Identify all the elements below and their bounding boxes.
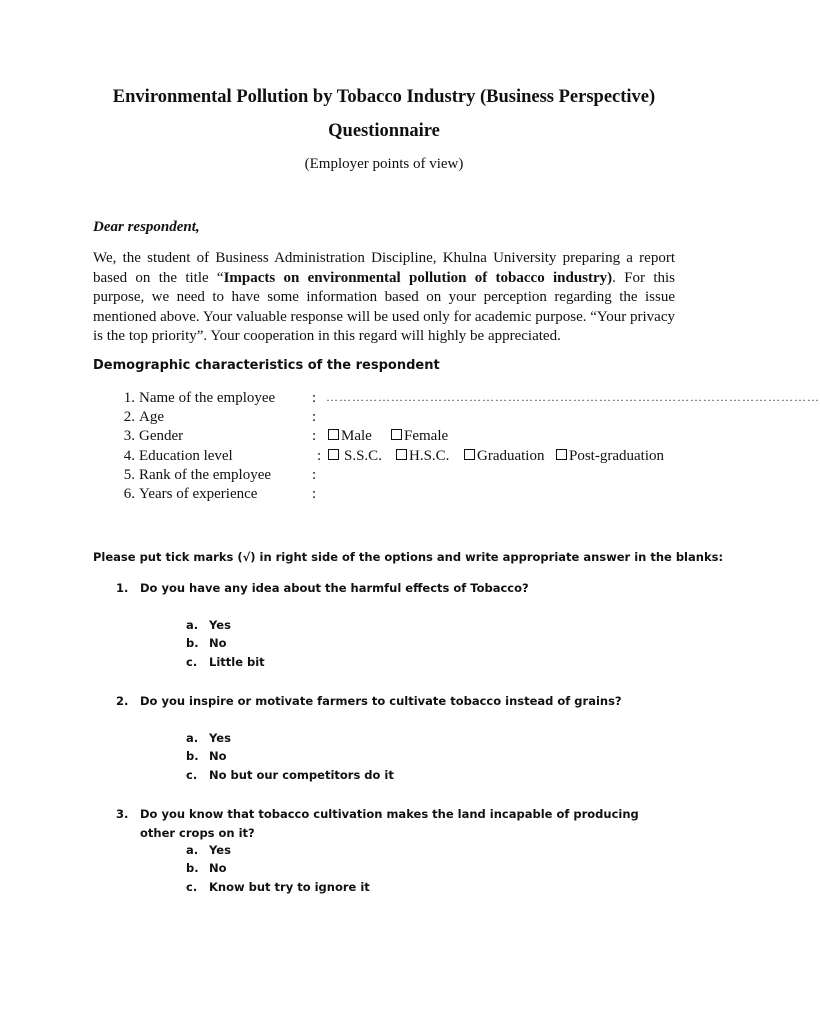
checkbox-icon[interactable] <box>464 449 475 460</box>
question-text: Do you have any idea about the harmful effects of Tobacco? <box>140 581 529 595</box>
row-label: Education level <box>139 448 233 464</box>
question-text: Do you inspire or motivate farmers to cultivate tobacco instead of grains? <box>140 694 622 708</box>
demographics-heading: Demographic characteristics of the respondent <box>93 358 440 373</box>
row-colon: : <box>312 428 317 444</box>
education-option-post-graduation[interactable]: Post-graduation <box>556 448 664 465</box>
question-number: 1. <box>116 581 129 595</box>
question-number: 2. <box>116 694 129 708</box>
row-colon: : <box>317 448 322 464</box>
row-colon: : <box>312 467 317 483</box>
checkbox-icon[interactable] <box>391 429 402 440</box>
question-text: Do you know that tobacco cultivation makes the land incapable of producing other crops on it? <box>140 807 639 840</box>
row-label: Name of the employee <box>139 390 276 406</box>
checkbox-icon[interactable] <box>396 449 407 460</box>
instruction-text: Please put tick marks (√) in right side of the options and write appropriate answer in the blanks: <box>93 550 724 564</box>
intro-paragraph <box>93 249 675 347</box>
education-option-graduation[interactable]: Graduation <box>464 448 544 465</box>
row-colon: : <box>312 409 317 425</box>
row-label: Age <box>139 409 164 425</box>
row-number: 1. <box>123 390 135 406</box>
gender-option-male[interactable]: Male <box>328 428 372 445</box>
salutation: Dear respondent, <box>93 219 200 235</box>
name-blank[interactable]: …………………………………………………………………………………………………… <box>326 390 820 404</box>
row-label: Rank of the employee <box>139 467 272 483</box>
document-viewpoint: (Employer points of view) <box>304 156 464 172</box>
gender-option-female[interactable]: Female <box>391 428 448 445</box>
intro-text-end: . For this purpose, we need to have some information based on your perception regarding the issue mentioned above. Your valuable response will be used only for academic purpose. “Your privacy is the top priority”. Your cooperation in this regard will highly be appreciated. <box>93 269 675 344</box>
row-number: 5. <box>123 467 135 483</box>
intro-text-start: We, the student of Business Administration Discipline, Khulna University preparing a report based on the title “ <box>93 250 675 286</box>
intro-report-title: Impacts on environmental pollution of tobacco industry) <box>223 269 613 286</box>
row-number: 3. <box>123 428 135 444</box>
row-colon: : <box>312 390 317 406</box>
checkbox-icon[interactable] <box>556 449 567 460</box>
row-number: 4. <box>123 448 135 464</box>
row-number: 2. <box>123 409 135 425</box>
document-title: Environmental Pollution by Tobacco Industry (Business Perspective) <box>112 87 656 107</box>
row-label: Years of experience <box>139 486 258 502</box>
education-option-hsc[interactable]: H.S.C. <box>396 448 449 465</box>
row-colon: : <box>312 486 317 502</box>
document-subtitle: Questionnaire <box>328 121 440 141</box>
education-option-ssc[interactable]: S.S.C. <box>328 448 382 465</box>
row-label: Gender <box>139 428 184 444</box>
checkbox-icon[interactable] <box>328 429 339 440</box>
question-number: 3. <box>116 807 129 821</box>
row-number: 6. <box>123 486 135 502</box>
checkbox-icon[interactable] <box>328 449 339 460</box>
